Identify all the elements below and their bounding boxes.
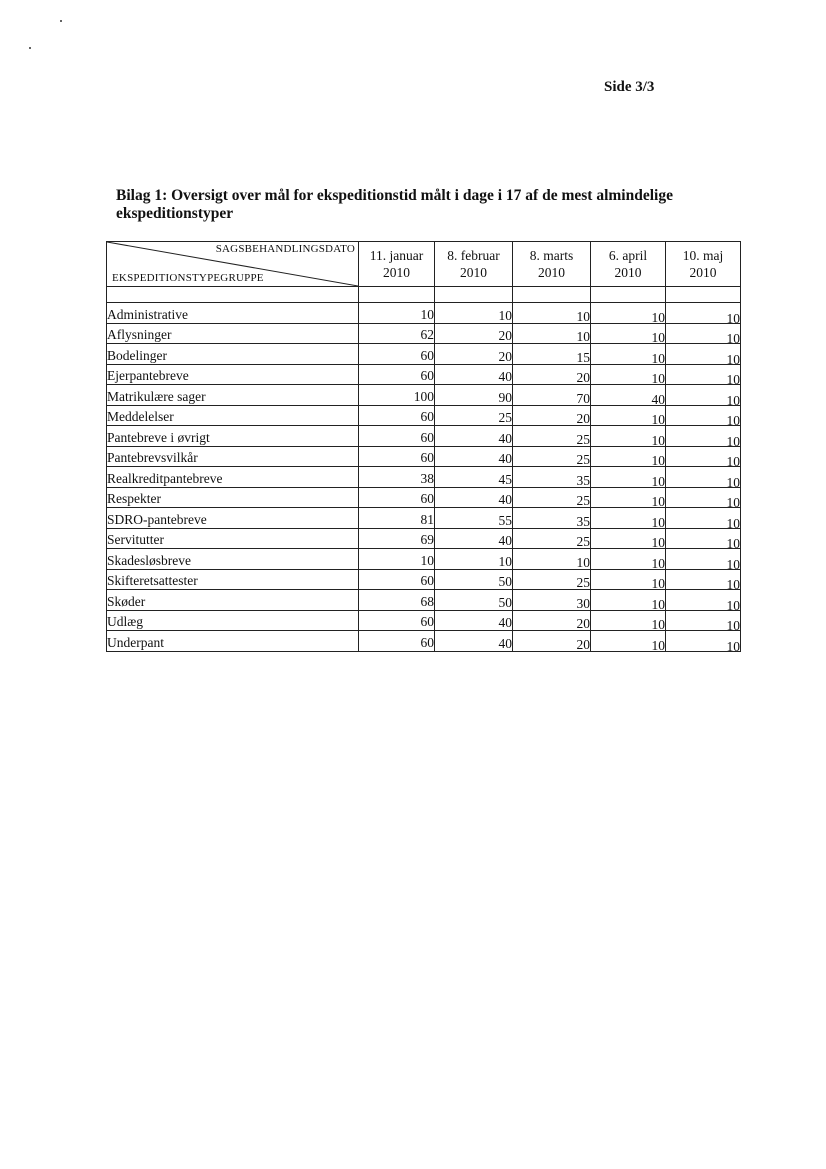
value-text: 10 — [726, 413, 740, 428]
value-cell — [435, 344, 513, 365]
value-text: 15 — [576, 349, 590, 365]
value-cell — [591, 549, 666, 570]
value-text: 10 — [651, 432, 665, 448]
table-row — [107, 569, 741, 590]
value-text: 62 — [420, 327, 434, 342]
value-text: 10 — [726, 618, 740, 633]
value-text: 10 — [651, 535, 665, 550]
value-text: 10 — [726, 556, 740, 572]
value-text: 10 — [651, 637, 665, 653]
value-cell — [591, 385, 666, 406]
table-row — [107, 508, 741, 529]
value-cell — [435, 323, 513, 344]
value-text: 55 — [498, 512, 512, 528]
row-label: Matrikulære sager — [107, 385, 359, 406]
table-row — [107, 344, 741, 365]
value-cell — [591, 405, 666, 426]
row-label: Bodelinger — [107, 344, 359, 365]
value-cell — [359, 385, 435, 406]
row-label: Ejerpantebreve — [107, 364, 359, 385]
value-cell — [435, 528, 513, 549]
value-cell — [359, 631, 435, 652]
value-text: 40 — [498, 635, 512, 651]
value-cell — [591, 528, 666, 549]
value-text: 10 — [726, 638, 740, 654]
value-text: 10 — [420, 306, 434, 322]
value-text: 50 — [498, 574, 512, 589]
value-text: 60 — [420, 573, 434, 588]
value-cell — [666, 487, 741, 508]
value-cell — [666, 467, 741, 488]
value-cell — [359, 364, 435, 385]
column-header-line2: 2010 — [460, 265, 487, 280]
value-text: 70 — [576, 390, 590, 406]
value-cell — [666, 590, 741, 611]
row-label: Meddelelser — [107, 405, 359, 426]
corner-bottom-label: EKSPEDITIONSTYPEGRUPPE — [112, 272, 264, 284]
value-text: 45 — [498, 471, 512, 487]
value-text: 10 — [576, 329, 590, 344]
value-text: 10 — [498, 553, 512, 569]
value-cell — [591, 590, 666, 611]
value-cell — [359, 590, 435, 611]
value-text: 25 — [576, 493, 590, 508]
value-cell — [359, 528, 435, 549]
value-cell — [666, 405, 741, 426]
column-header-line1: 10. maj — [682, 248, 724, 263]
value-cell — [359, 426, 435, 447]
value-cell — [666, 446, 741, 467]
row-label: Pantebreve i øvrigt — [107, 426, 359, 447]
value-text: 10 — [726, 536, 740, 551]
value-cell — [435, 446, 513, 467]
value-cell — [359, 467, 435, 488]
page-number: Side 3/3 — [604, 79, 655, 95]
header-row — [107, 242, 741, 287]
column-header — [435, 242, 513, 287]
value-text: 40 — [498, 492, 512, 507]
value-text: 20 — [576, 616, 590, 631]
value-text: 69 — [420, 532, 434, 547]
value-cell — [359, 344, 435, 365]
row-label: Pantebrevsvilkår — [107, 446, 359, 467]
column-header-line1: 8. februar — [447, 248, 500, 263]
value-text: 10 — [651, 617, 665, 632]
table-row — [107, 364, 741, 385]
value-cell — [591, 446, 666, 467]
value-text: 10 — [651, 555, 665, 571]
value-text: 10 — [726, 597, 740, 613]
value-text: 10 — [651, 350, 665, 366]
value-text: 10 — [726, 433, 740, 449]
spacer-row — [107, 287, 741, 303]
value-cell — [513, 323, 591, 344]
value-cell — [666, 344, 741, 365]
value-text: 10 — [576, 554, 590, 570]
table-row — [107, 610, 741, 631]
value-cell — [435, 426, 513, 447]
column-header-line1: 8. marts — [529, 248, 574, 263]
value-text: 10 — [651, 371, 665, 386]
value-cell — [359, 405, 435, 426]
value-cell — [435, 631, 513, 652]
column-header-line2: 2010 — [383, 265, 410, 280]
value-text: 68 — [420, 593, 434, 609]
column-header-line2: 2010 — [614, 265, 642, 280]
table-row — [107, 405, 741, 426]
value-text: 60 — [420, 429, 434, 445]
value-text: 60 — [420, 614, 434, 629]
value-cell — [513, 549, 591, 570]
column-header — [513, 242, 591, 287]
document-title: Bilag 1: Oversigt over mål for ekspeditionstid målt i dage i 17 af de mest almindelige ekspeditionstyper — [116, 187, 673, 222]
value-text: 10 — [726, 331, 740, 346]
value-cell — [591, 508, 666, 529]
value-cell — [666, 385, 741, 406]
table-row — [107, 385, 741, 406]
value-cell — [591, 303, 666, 324]
value-cell — [359, 549, 435, 570]
value-cell — [513, 508, 591, 529]
value-cell — [666, 528, 741, 549]
value-text: 90 — [498, 389, 512, 405]
value-text: 25 — [576, 452, 590, 467]
row-label: Servitutter — [107, 528, 359, 549]
table-row — [107, 303, 741, 324]
value-text: 40 — [498, 533, 512, 548]
value-cell — [591, 610, 666, 631]
spacer-cell — [435, 287, 513, 303]
value-text: 40 — [498, 451, 512, 466]
value-text: 10 — [498, 307, 512, 323]
spacer-cell — [513, 287, 591, 303]
table-row — [107, 631, 741, 652]
value-cell — [666, 426, 741, 447]
value-text: 20 — [576, 370, 590, 385]
value-text: 30 — [576, 595, 590, 611]
row-label: SDRO-pantebreve — [107, 508, 359, 529]
corner-top-label: SAGSBEHANDLINGSDATO — [215, 243, 355, 255]
value-cell — [359, 323, 435, 344]
value-text: 100 — [413, 388, 434, 404]
row-label: Realkreditpantebreve — [107, 467, 359, 488]
value-text: 40 — [498, 430, 512, 446]
value-text: 60 — [420, 347, 434, 363]
value-text: 10 — [651, 596, 665, 612]
value-cell — [435, 610, 513, 631]
value-text: 10 — [726, 515, 740, 531]
value-cell — [591, 364, 666, 385]
value-text: 60 — [420, 409, 434, 424]
value-cell — [513, 405, 591, 426]
value-text: 25 — [576, 575, 590, 590]
value-cell — [435, 549, 513, 570]
value-cell — [359, 508, 435, 529]
column-header — [359, 242, 435, 287]
value-text: 20 — [498, 348, 512, 364]
value-cell — [666, 631, 741, 652]
value-text: 10 — [651, 514, 665, 530]
row-label: Skøder — [107, 590, 359, 611]
value-cell — [435, 590, 513, 611]
value-cell — [591, 344, 666, 365]
value-text: 10 — [726, 454, 740, 469]
value-cell — [591, 569, 666, 590]
table-body — [107, 242, 741, 652]
value-cell — [513, 631, 591, 652]
value-cell — [435, 405, 513, 426]
value-cell — [359, 610, 435, 631]
value-text: 10 — [651, 412, 665, 427]
value-text: 20 — [576, 636, 590, 652]
value-cell — [435, 508, 513, 529]
value-text: 10 — [651, 309, 665, 325]
value-cell — [666, 569, 741, 590]
row-label: Underpant — [107, 631, 359, 652]
row-label: Aflysninger — [107, 323, 359, 344]
value-cell — [513, 426, 591, 447]
value-text: 50 — [498, 594, 512, 610]
deadline-table — [106, 241, 741, 652]
scan-speck — [29, 47, 31, 49]
value-text: 20 — [498, 328, 512, 343]
value-cell — [666, 610, 741, 631]
value-cell — [435, 487, 513, 508]
table-row — [107, 590, 741, 611]
value-text: 10 — [726, 372, 740, 387]
value-text: 25 — [576, 431, 590, 447]
value-cell — [435, 569, 513, 590]
value-cell — [359, 303, 435, 324]
value-text: 10 — [576, 308, 590, 324]
spacer-cell — [359, 287, 435, 303]
value-cell — [513, 446, 591, 467]
value-cell — [666, 549, 741, 570]
table-row — [107, 487, 741, 508]
table-row — [107, 528, 741, 549]
value-cell — [513, 569, 591, 590]
scan-speck — [60, 20, 62, 22]
value-cell — [359, 569, 435, 590]
value-cell — [513, 528, 591, 549]
header-corner-cell — [107, 242, 359, 287]
value-text: 20 — [576, 411, 590, 426]
value-cell — [666, 364, 741, 385]
column-header-line1: 6. april — [608, 248, 648, 263]
value-cell — [666, 303, 741, 324]
value-text: 10 — [726, 474, 740, 490]
value-cell — [591, 467, 666, 488]
row-label: Administrative — [107, 303, 359, 324]
row-label: Skifteretsattester — [107, 569, 359, 590]
value-cell — [591, 631, 666, 652]
value-text: 10 — [651, 473, 665, 489]
table-row — [107, 549, 741, 570]
value-cell — [513, 610, 591, 631]
value-text: 35 — [576, 472, 590, 488]
row-label: Respekter — [107, 487, 359, 508]
value-text: 60 — [420, 491, 434, 506]
value-text: 40 — [498, 369, 512, 384]
value-cell — [513, 364, 591, 385]
value-cell — [666, 508, 741, 529]
value-cell — [591, 426, 666, 447]
value-cell — [359, 446, 435, 467]
value-text: 40 — [498, 615, 512, 630]
value-text: 10 — [651, 576, 665, 591]
value-text: 10 — [651, 494, 665, 509]
value-cell — [435, 385, 513, 406]
value-text: 10 — [651, 453, 665, 468]
value-cell — [359, 487, 435, 508]
value-cell — [435, 364, 513, 385]
value-text: 60 — [420, 450, 434, 465]
table-row — [107, 323, 741, 344]
value-cell — [513, 303, 591, 324]
value-cell — [513, 385, 591, 406]
value-text: 10 — [726, 495, 740, 510]
value-text: 81 — [420, 511, 434, 527]
value-cell — [666, 323, 741, 344]
value-cell — [435, 467, 513, 488]
value-cell — [513, 467, 591, 488]
table-row — [107, 467, 741, 488]
value-cell — [513, 590, 591, 611]
value-cell — [435, 303, 513, 324]
spacer-cell — [666, 287, 741, 303]
column-header-line2: 2010 — [689, 265, 717, 280]
table-row — [107, 426, 741, 447]
value-text: 10 — [726, 351, 740, 367]
value-text: 10 — [726, 392, 740, 408]
column-header — [666, 242, 741, 287]
value-text: 40 — [651, 391, 665, 407]
value-text: 10 — [420, 552, 434, 568]
value-text: 60 — [420, 634, 434, 650]
value-cell — [513, 344, 591, 365]
value-cell — [591, 487, 666, 508]
value-text: 25 — [498, 410, 512, 425]
column-header-line2: 2010 — [538, 265, 565, 280]
value-text: 60 — [420, 368, 434, 383]
row-label: Udlæg — [107, 610, 359, 631]
value-text: 38 — [420, 470, 434, 486]
column-header-line1: 11. januar — [369, 248, 424, 263]
spacer-cell — [591, 287, 666, 303]
value-cell — [591, 323, 666, 344]
value-text: 10 — [726, 577, 740, 592]
table-row — [107, 446, 741, 467]
column-header — [591, 242, 666, 287]
row-label: Skadesløsbreve — [107, 549, 359, 570]
value-text: 10 — [651, 330, 665, 345]
value-text: 35 — [576, 513, 590, 529]
spacer-cell — [107, 287, 359, 303]
value-text: 25 — [576, 534, 590, 549]
value-cell — [513, 487, 591, 508]
value-text: 10 — [726, 310, 740, 326]
